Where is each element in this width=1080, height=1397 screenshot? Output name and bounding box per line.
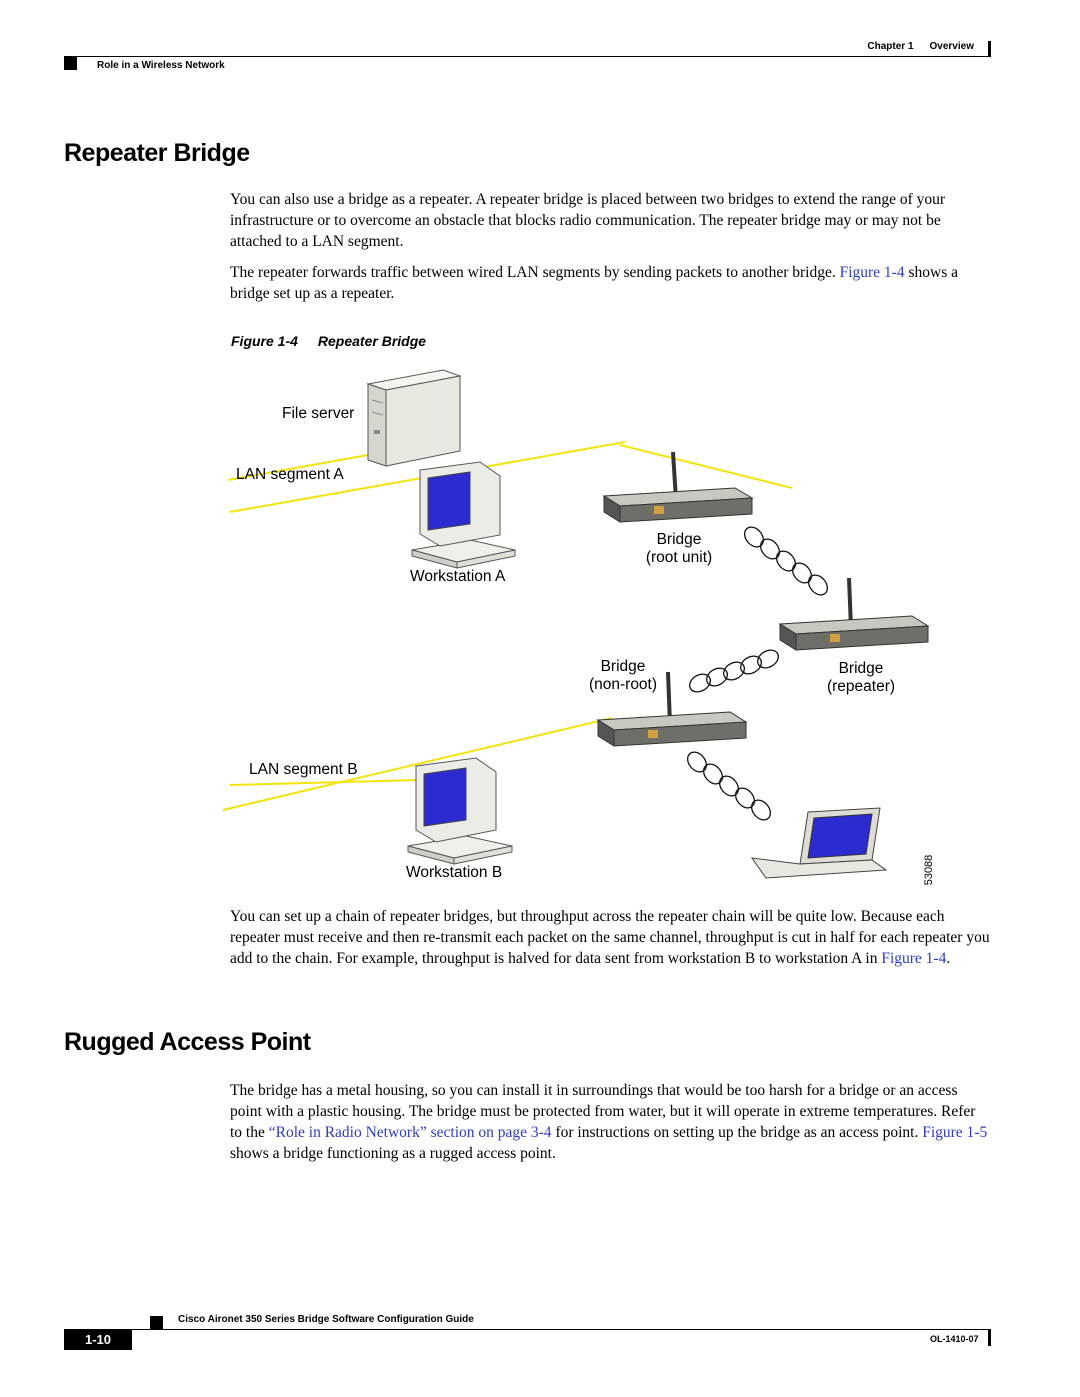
label-bridge-repeater-name: Bridge (838, 660, 884, 677)
workstation-a-icon (412, 462, 515, 568)
footer-square-marker (150, 1316, 163, 1329)
bridge-repeater-icon (780, 578, 928, 650)
header-square-marker (64, 57, 77, 70)
label-bridge-nonroot (582, 658, 664, 694)
role-in-radio-network-link[interactable]: “Role in Radio Network” section on page 3-4 (268, 1124, 552, 1141)
label-workstation-a: Workstation A (410, 568, 506, 585)
label-bridge-root-role: (root unit) (645, 549, 713, 566)
figure-number: Figure 1-4 (231, 333, 298, 349)
figure-caption (231, 333, 426, 349)
radio-link-root-to-repeater (741, 523, 831, 598)
paragraph-text: shows a bridge set up as a repeater. (230, 264, 958, 302)
workstation-b-icon (408, 758, 512, 864)
footer-rule (64, 1329, 991, 1330)
footer-doc-number: OL-1410-07 (930, 1334, 979, 1344)
header-chapter-title: Overview (929, 41, 974, 52)
header-section-title: Role in a Wireless Network (97, 60, 225, 71)
radio-link-nonroot-to-laptop (684, 748, 774, 823)
paragraph-text: for instructions on setting up the bridge as an access point. (551, 1124, 923, 1141)
label-bridge-root-name: Bridge (656, 531, 702, 548)
paragraph-text: The bridge has a metal housing, so you can install it in surroundings that would be too harsh for a bridge or an access point with a plastic housing. The bridge must be protected from water, but it will operate in extreme temperatures. Refer to the (230, 1082, 976, 1141)
label-bridge-nonroot-role: (non-root) (588, 676, 658, 693)
label-bridge-nonroot-name: Bridge (600, 658, 646, 675)
figure-1-4-link[interactable]: Figure 1-4 (839, 264, 905, 281)
header-bar-marker (988, 41, 991, 57)
paragraph-text: . (946, 950, 951, 967)
figure-id-number: 53088 (923, 854, 935, 886)
footer-guide-title: Cisco Aironet 350 Series Bridge Software Configuration Guide (178, 1314, 474, 1325)
section-heading-repeater-bridge: Repeater Bridge (64, 139, 250, 167)
paragraph-rugged-access-point (230, 1080, 990, 1164)
header-chapter-number: Chapter 1 (867, 41, 914, 52)
page-number: 1-10 (64, 1330, 132, 1350)
radio-link-repeater-to-nonroot (686, 647, 781, 696)
label-file-server: File server (282, 405, 355, 422)
file-server-icon (368, 370, 460, 466)
header-rule (64, 56, 991, 57)
label-lan-segment-a: LAN segment A (236, 466, 344, 483)
paragraph-repeater-chain (230, 906, 990, 969)
running-header-chapter (867, 41, 974, 52)
label-bridge-repeater-role: (repeater) (826, 678, 896, 695)
paragraph-repeater-forwarding (230, 262, 990, 304)
laptop-icon (752, 808, 886, 878)
label-bridge-root (640, 531, 718, 567)
section-heading-rugged-access-point: Rugged Access Point (64, 1028, 311, 1056)
figure-1-5-link[interactable]: Figure 1-5 (922, 1124, 988, 1141)
label-lan-segment-b: LAN segment B (249, 761, 358, 778)
footer-bar-marker (988, 1330, 991, 1346)
bridge-root-unit-icon (604, 452, 752, 522)
paragraph-text: You can set up a chain of repeater bridges, but throughput across the repeater chain will be quite low. Because each repeater must receive and then re-transmit each packet on the same channel, throughput is cut in half for each repeater you add to the chain. For example, throughput is halved for data sent from workstation B to workstation A in (230, 908, 990, 967)
figure-1-4-link[interactable]: Figure 1-4 (881, 950, 947, 967)
label-workstation-b: Workstation B (406, 864, 503, 881)
repeater-bridge-diagram (215, 360, 955, 895)
paragraph-text: shows a bridge functioning as a rugged access point. (230, 1145, 556, 1162)
paragraph-text: The repeater forwards traffic between wired LAN segments by sending packets to another bridge. (230, 264, 836, 281)
label-bridge-repeater (820, 660, 902, 696)
paragraph-repeater-intro: You can also use a bridge as a repeater. A repeater bridge is placed between two bridges to extend the range of your infrastructure or to overcome an obstacle that blocks radio communication. The repeater bridge may or may not be attached to a LAN segment. (230, 191, 946, 250)
figure-title: Repeater Bridge (317, 333, 427, 349)
